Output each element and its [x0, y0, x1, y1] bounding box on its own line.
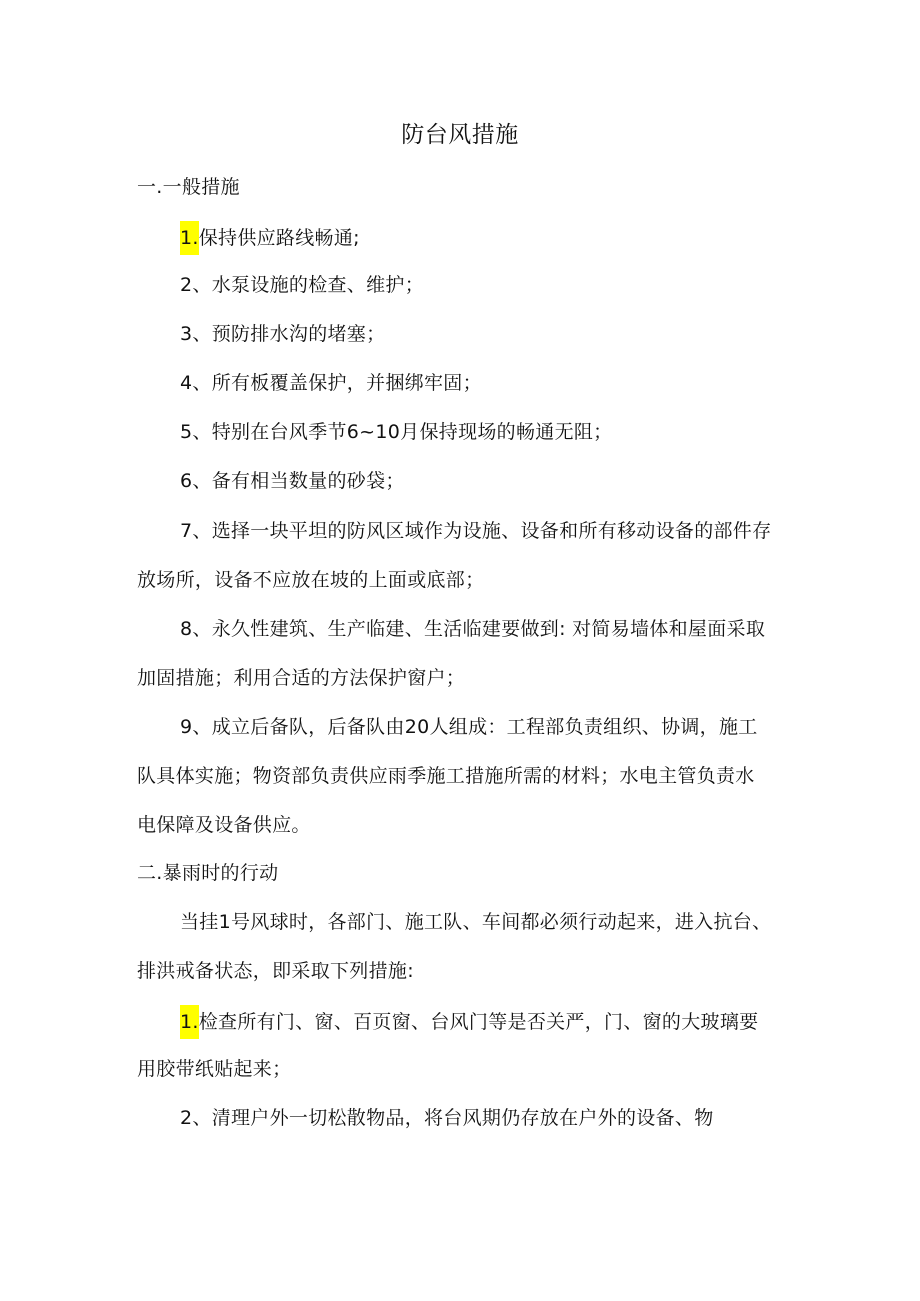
list-item: 3、预防排水沟的堵塞；	[180, 323, 386, 345]
list-item-line: 电保障及设备供应。	[137, 814, 311, 836]
list-item-line: 队具体实施；物资部负责供应雨季施工措施所需的材料；水电主管负责水	[137, 765, 755, 787]
list-item-text: 保持供应路线畅通;	[198, 227, 360, 249]
highlighted-number: 1.	[180, 221, 199, 255]
list-item-text: 检查所有门、窗、百页窗、台风门等是否关严，门、窗的大玻璃要	[198, 1011, 759, 1033]
highlighted-number: 1.	[180, 1005, 199, 1039]
document-title: 防台风措施	[401, 122, 519, 148]
list-item: 4、所有板覆盖保护，并捆绑牢固；	[180, 372, 482, 394]
list-item-line: 7、选择一块平坦的防风区域作为设施、设备和所有移动设备的部件存	[180, 520, 772, 542]
list-item-line: 用胶带纸贴起来；	[137, 1058, 292, 1080]
list-item: 5、特别在台风季节6~10月保持现场的畅通无阻；	[180, 421, 613, 443]
list-item: 2、清理户外一切松散物品，将台风期仍存放在户外的设备、物	[180, 1107, 714, 1129]
paragraph-line: 排洪戒备状态，即采取下列措施:	[137, 960, 414, 982]
list-item-line: 放场所，设备不应放在坡的上面或底部；	[137, 569, 485, 591]
section-heading-rainstorm: 二.暴雨时的行动	[137, 862, 279, 884]
list-item: 6、备有相当数量的砂袋；	[180, 470, 405, 492]
list-item-line: 加固措施；利用合适的方法保护窗户；	[137, 667, 466, 689]
list-item	[180, 1005, 758, 1039]
list-item-line: 8、永久性建筑、生产临建、生活临建要做到: 对简易墙体和屋面采取	[180, 618, 766, 640]
list-item	[180, 221, 360, 255]
list-item-line: 9、成立后备队，后备队由20人组成：工程部负责组织、协调，施工	[180, 716, 758, 738]
paragraph-line: 当挂1号风球时，各部门、施工队、车间都必须行动起来，进入抗台、	[180, 911, 772, 933]
list-item: 2、水泵设施的检查、维护；	[180, 274, 424, 296]
section-heading-general: 一.一般措施	[137, 176, 240, 198]
